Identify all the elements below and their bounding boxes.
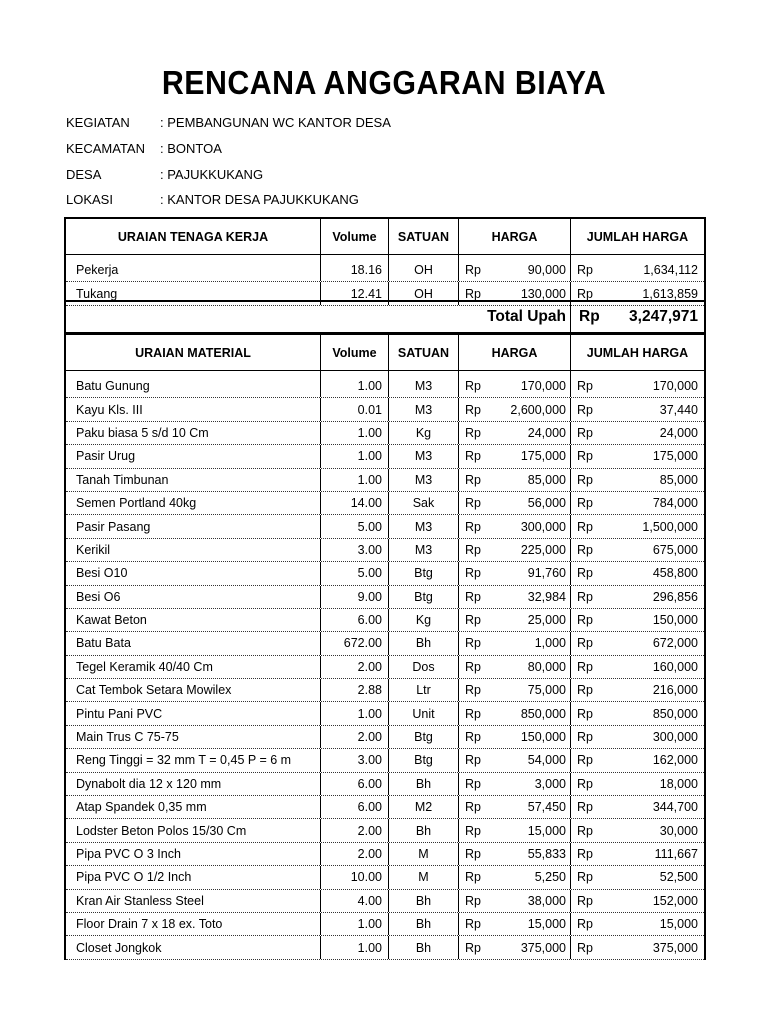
item-satuan: M2 — [388, 796, 458, 818]
item-satuan: Bh — [388, 913, 458, 935]
item-jumlah-currency: Rp — [570, 515, 610, 537]
table-row — [66, 539, 704, 562]
item-jumlah-currency: Rp — [570, 702, 610, 724]
item-name: Floor Drain 7 x 18 ex. Toto — [76, 917, 223, 932]
item-harga-currency: Rp — [458, 469, 498, 491]
item-satuan: Bh — [388, 819, 458, 841]
item-name: Batu Bata — [76, 636, 131, 651]
header-harga: HARGA — [458, 219, 570, 254]
item-jumlah-currency: Rp — [570, 259, 610, 281]
item-jumlah-currency: Rp — [570, 679, 610, 701]
item-jumlah-currency: Rp — [570, 422, 610, 444]
header-harga: HARGA — [458, 335, 570, 370]
item-jumlah-harga: 675,000 — [652, 542, 698, 557]
item-jumlah-currency: Rp — [570, 469, 610, 491]
item-satuan: Bh — [388, 632, 458, 654]
table-row — [66, 632, 704, 655]
item-volume: 2.00 — [320, 843, 388, 865]
item-harga-currency: Rp — [458, 422, 498, 444]
item-harga-currency: Rp — [458, 562, 498, 584]
item-name: Closet Jongkok — [76, 940, 162, 955]
item-harga: 150,000 — [520, 730, 566, 745]
table-row — [66, 375, 704, 398]
item-satuan: Bh — [388, 936, 458, 958]
item-harga: 15,000 — [527, 823, 566, 838]
material-rows — [66, 375, 704, 960]
header-uraian: URAIAN TENAGA KERJA — [117, 229, 269, 244]
table-row — [66, 515, 704, 538]
item-harga: 91,760 — [527, 566, 566, 581]
item-jumlah-harga: 85,000 — [659, 472, 698, 487]
item-satuan: Ltr — [388, 679, 458, 701]
item-harga-currency: Rp — [458, 843, 498, 865]
item-harga: 5,250 — [534, 870, 566, 885]
item-jumlah-currency: Rp — [570, 773, 610, 795]
item-harga-currency: Rp — [458, 749, 498, 771]
total-upah-row — [64, 300, 706, 334]
item-name: Main Trus C 75-75 — [76, 730, 179, 745]
info-label: LOKASI — [66, 192, 113, 207]
item-name: Pasir Urug — [76, 449, 136, 464]
item-jumlah-harga: 1,634,112 — [643, 263, 698, 278]
item-volume: 3.00 — [320, 539, 388, 561]
info-row-lokasi — [66, 192, 359, 208]
item-name: Pintu Pani PVC — [76, 706, 163, 721]
item-name: Kran Air Stanless Steel — [76, 893, 204, 908]
item-jumlah-harga: 216,000 — [652, 683, 698, 698]
total-upah-value: 3,247,971 — [629, 308, 698, 325]
item-volume: 3.00 — [320, 749, 388, 771]
item-jumlah-harga: 24,000 — [659, 425, 698, 440]
table-row — [66, 656, 704, 679]
item-harga-currency: Rp — [458, 796, 498, 818]
item-satuan: Sak — [388, 492, 458, 514]
item-satuan: OH — [388, 259, 458, 281]
item-volume: 6.00 — [320, 796, 388, 818]
item-jumlah-harga: 15,000 — [659, 917, 698, 932]
item-name: Tukang — [76, 286, 118, 301]
item-jumlah-currency: Rp — [570, 632, 610, 654]
header-uraian: URAIAN MATERIAL — [135, 345, 251, 360]
table-row — [66, 796, 704, 819]
table-row — [66, 773, 704, 796]
item-harga-currency: Rp — [458, 398, 498, 420]
item-volume: 1.00 — [320, 422, 388, 444]
item-harga: 54,000 — [527, 753, 566, 768]
item-jumlah-harga: 458,800 — [652, 566, 698, 581]
item-volume: 6.00 — [320, 609, 388, 631]
item-harga-currency: Rp — [458, 492, 498, 514]
table-row — [66, 749, 704, 772]
item-harga: 90,000 — [527, 263, 566, 278]
item-satuan: Kg — [388, 422, 458, 444]
table-row — [66, 398, 704, 421]
item-jumlah-currency: Rp — [570, 562, 610, 584]
item-harga: 38,000 — [527, 893, 566, 908]
document-title: RENCANA ANGGARAN BIAYA — [161, 64, 607, 101]
item-harga: 25,000 — [527, 613, 566, 628]
table-row — [66, 469, 704, 492]
item-jumlah-currency: Rp — [570, 866, 610, 888]
info-value: : BONTOA — [160, 141, 222, 156]
item-harga: 85,000 — [527, 472, 566, 487]
item-harga: 15,000 — [527, 917, 566, 932]
item-volume: 1.00 — [320, 702, 388, 724]
item-volume: 672.00 — [320, 632, 388, 654]
item-volume: 1.00 — [320, 375, 388, 397]
table-row — [66, 843, 704, 866]
item-harga: 225,000 — [520, 542, 566, 557]
item-satuan: Bh — [388, 773, 458, 795]
item-jumlah-harga: 850,000 — [652, 706, 698, 721]
item-harga: 850,000 — [520, 706, 566, 721]
item-jumlah-harga: 344,700 — [652, 800, 698, 815]
item-jumlah-harga: 300,000 — [652, 730, 698, 745]
table-row — [66, 259, 704, 282]
item-jumlah-currency: Rp — [570, 656, 610, 678]
item-satuan: Bh — [388, 890, 458, 912]
item-jumlah-harga: 296,856 — [652, 589, 698, 604]
item-name: Cat Tembok Setara Mowilex — [76, 683, 232, 698]
item-jumlah-harga: 672,000 — [652, 636, 698, 651]
item-jumlah-harga: 30,000 — [659, 823, 698, 838]
item-volume: 2.88 — [320, 679, 388, 701]
item-volume: 0.01 — [320, 398, 388, 420]
item-jumlah-currency: Rp — [570, 749, 610, 771]
item-harga: 3,000 — [534, 776, 566, 791]
item-jumlah-currency: Rp — [570, 539, 610, 561]
item-harga-currency: Rp — [458, 773, 498, 795]
item-name: Kerikil — [76, 542, 111, 557]
item-harga: 24,000 — [527, 425, 566, 440]
info-label: KEGIATAN — [66, 115, 130, 130]
item-jumlah-currency: Rp — [570, 282, 610, 304]
item-satuan: Dos — [388, 656, 458, 678]
item-harga: 57,450 — [527, 800, 566, 815]
item-harga-currency: Rp — [458, 936, 498, 958]
item-jumlah-harga: 784,000 — [652, 496, 698, 511]
item-satuan: Btg — [388, 586, 458, 608]
item-jumlah-currency: Rp — [570, 796, 610, 818]
item-jumlah-currency: Rp — [570, 609, 610, 631]
item-name: Atap Spandek 0,35 mm — [76, 800, 207, 815]
item-harga: 175,000 — [520, 449, 566, 464]
item-satuan: M3 — [388, 539, 458, 561]
item-harga: 56,000 — [527, 496, 566, 511]
item-harga: 75,000 — [527, 683, 566, 698]
item-harga-currency: Rp — [458, 726, 498, 748]
item-name: Paku biasa 5 s/d 10 Cm — [76, 425, 209, 440]
item-name: Kawat Beton — [76, 613, 147, 628]
item-volume: 14.00 — [320, 492, 388, 514]
item-satuan: Btg — [388, 749, 458, 771]
item-name: Tegel Keramik 40/40 Cm — [76, 659, 213, 674]
item-jumlah-currency: Rp — [570, 586, 610, 608]
item-harga: 375,000 — [520, 940, 566, 955]
item-satuan: Kg — [388, 609, 458, 631]
item-name: Semen Portland 40kg — [76, 496, 197, 511]
item-harga-currency: Rp — [458, 656, 498, 678]
item-name: Pekerja — [76, 263, 119, 278]
item-harga: 2,600,000 — [510, 402, 566, 417]
table-row — [66, 492, 704, 515]
item-satuan: M — [388, 866, 458, 888]
total-upah-value-cell — [570, 302, 704, 332]
table-row — [66, 562, 704, 585]
header-jumlah-harga: JUMLAH HARGA — [570, 335, 704, 370]
table-row — [66, 679, 704, 702]
table-row — [66, 726, 704, 749]
item-jumlah-harga: 37,440 — [659, 402, 698, 417]
item-harga-currency: Rp — [458, 702, 498, 724]
item-volume: 2.00 — [320, 726, 388, 748]
item-jumlah-harga: 52,500 — [659, 870, 698, 885]
table-row — [66, 609, 704, 632]
item-jumlah-currency: Rp — [570, 936, 610, 958]
item-volume: 1.00 — [320, 913, 388, 935]
item-harga: 1,000 — [534, 636, 566, 651]
material-table-header — [66, 335, 704, 371]
item-harga: 32,984 — [527, 589, 566, 604]
item-satuan: M3 — [388, 398, 458, 420]
item-harga-currency: Rp — [458, 679, 498, 701]
item-harga: 300,000 — [520, 519, 566, 534]
item-jumlah-harga: 175,000 — [652, 449, 698, 464]
item-volume: 2.00 — [320, 656, 388, 678]
item-volume: 2.00 — [320, 819, 388, 841]
item-harga-currency: Rp — [458, 819, 498, 841]
item-harga-currency: Rp — [458, 913, 498, 935]
info-value: : PAJUKKUKANG — [160, 167, 264, 182]
item-satuan: Btg — [388, 562, 458, 584]
item-harga-currency: Rp — [458, 539, 498, 561]
item-name: Dynabolt dia 12 x 120 mm — [76, 776, 222, 791]
item-name: Besi Ο6 — [76, 589, 121, 604]
labor-table-header — [66, 219, 704, 255]
item-satuan: M3 — [388, 445, 458, 467]
header-jumlah-harga: JUMLAH HARGA — [570, 219, 704, 254]
item-jumlah-harga: 1,613,859 — [642, 286, 698, 301]
item-harga: 55,833 — [527, 847, 566, 861]
item-volume: 10.00 — [320, 866, 388, 888]
info-label: DESA — [66, 167, 102, 182]
item-jumlah-currency: Rp — [570, 445, 610, 467]
item-name: Tanah Timbunan — [76, 472, 169, 487]
item-harga-currency: Rp — [458, 609, 498, 631]
item-satuan: M3 — [388, 515, 458, 537]
item-jumlah-currency: Rp — [570, 492, 610, 514]
item-harga-currency: Rp — [458, 890, 498, 912]
table-row — [66, 702, 704, 725]
item-jumlah-currency: Rp — [570, 819, 610, 841]
labor-table — [64, 217, 706, 306]
item-jumlah-harga: 170,000 — [652, 379, 698, 394]
item-harga-currency: Rp — [458, 632, 498, 654]
item-harga: 130,000 — [520, 286, 566, 301]
item-jumlah-harga: 111,667 — [654, 847, 698, 861]
item-name: Kayu Kls. III — [76, 402, 143, 417]
item-harga-currency: Rp — [458, 282, 498, 304]
item-satuan: M — [388, 843, 458, 865]
item-name: Reng Tinggi = 32 mm T = 0,45 P = 6 m — [76, 753, 292, 768]
item-jumlah-currency: Rp — [570, 890, 610, 912]
item-jumlah-currency: Rp — [570, 913, 610, 935]
item-jumlah-harga: 162,000 — [652, 753, 698, 768]
item-jumlah-currency: Rp — [570, 375, 610, 397]
item-satuan: M3 — [388, 469, 458, 491]
item-volume: 6.00 — [320, 773, 388, 795]
item-satuan: M3 — [388, 375, 458, 397]
item-volume: 5.00 — [320, 562, 388, 584]
header-volume: Volume — [320, 219, 388, 254]
table-row — [66, 445, 704, 468]
item-name: Pipa PVC Ο 1/2 Inch — [76, 870, 192, 885]
table-row — [66, 586, 704, 609]
item-volume: 12.41 — [320, 282, 388, 304]
item-harga: 170,000 — [520, 379, 566, 394]
item-jumlah-harga: 1,500,000 — [642, 519, 698, 534]
item-jumlah-currency: Rp — [570, 398, 610, 420]
item-harga-currency: Rp — [458, 259, 498, 281]
item-volume: 1.00 — [320, 445, 388, 467]
item-jumlah-harga: 18,000 — [659, 776, 698, 791]
item-name: Besi Ο10 — [76, 566, 128, 581]
item-jumlah-currency: Rp — [570, 726, 610, 748]
header-satuan: SATUAN — [388, 219, 458, 254]
item-satuan: OH — [388, 282, 458, 304]
item-jumlah-harga: 160,000 — [652, 659, 698, 674]
item-satuan: Unit — [388, 702, 458, 724]
info-row-desa — [66, 167, 263, 183]
info-value: : PEMBANGUNAN WC KANTOR DESA — [160, 115, 391, 130]
item-harga-currency: Rp — [458, 445, 498, 467]
total-upah-label: Total Upah — [487, 308, 566, 325]
table-row — [66, 936, 704, 959]
info-value: : KANTOR DESA PAJUKKUKANG — [160, 192, 359, 207]
item-harga: 80,000 — [527, 659, 566, 674]
item-volume: 5.00 — [320, 515, 388, 537]
total-upah-currency: Rp — [579, 308, 600, 325]
header-satuan: SATUAN — [388, 335, 458, 370]
item-jumlah-currency: Rp — [570, 843, 610, 865]
item-jumlah-harga: 150,000 — [652, 613, 698, 628]
item-volume: 1.00 — [320, 469, 388, 491]
info-row-kecamatan — [66, 141, 222, 157]
item-harga-currency: Rp — [458, 866, 498, 888]
item-jumlah-harga: 375,000 — [652, 940, 698, 955]
item-harga-currency: Rp — [458, 586, 498, 608]
item-name: Lodster Beton Polos 15/30 Cm — [76, 823, 247, 838]
item-harga-currency: Rp — [458, 375, 498, 397]
header-volume: Volume — [320, 335, 388, 370]
item-jumlah-harga: 152,000 — [652, 893, 698, 908]
item-harga-currency: Rp — [458, 515, 498, 537]
item-volume: 4.00 — [320, 890, 388, 912]
item-name: Pipa PVC Ο 3 Inch — [76, 847, 181, 861]
table-row — [66, 422, 704, 445]
item-volume: 18.16 — [320, 259, 388, 281]
item-satuan: Btg — [388, 726, 458, 748]
item-name: Batu Gunung — [76, 379, 150, 394]
table-row — [66, 866, 704, 889]
item-volume: 1.00 — [320, 936, 388, 958]
table-row — [66, 913, 704, 936]
info-row-kegiatan — [66, 115, 391, 131]
info-label: KECAMATAN — [66, 141, 145, 156]
material-table — [64, 333, 706, 960]
item-name: Pasir Pasang — [76, 519, 151, 534]
table-row — [66, 890, 704, 913]
item-volume: 9.00 — [320, 586, 388, 608]
table-row — [66, 819, 704, 842]
labor-rows — [66, 259, 704, 306]
